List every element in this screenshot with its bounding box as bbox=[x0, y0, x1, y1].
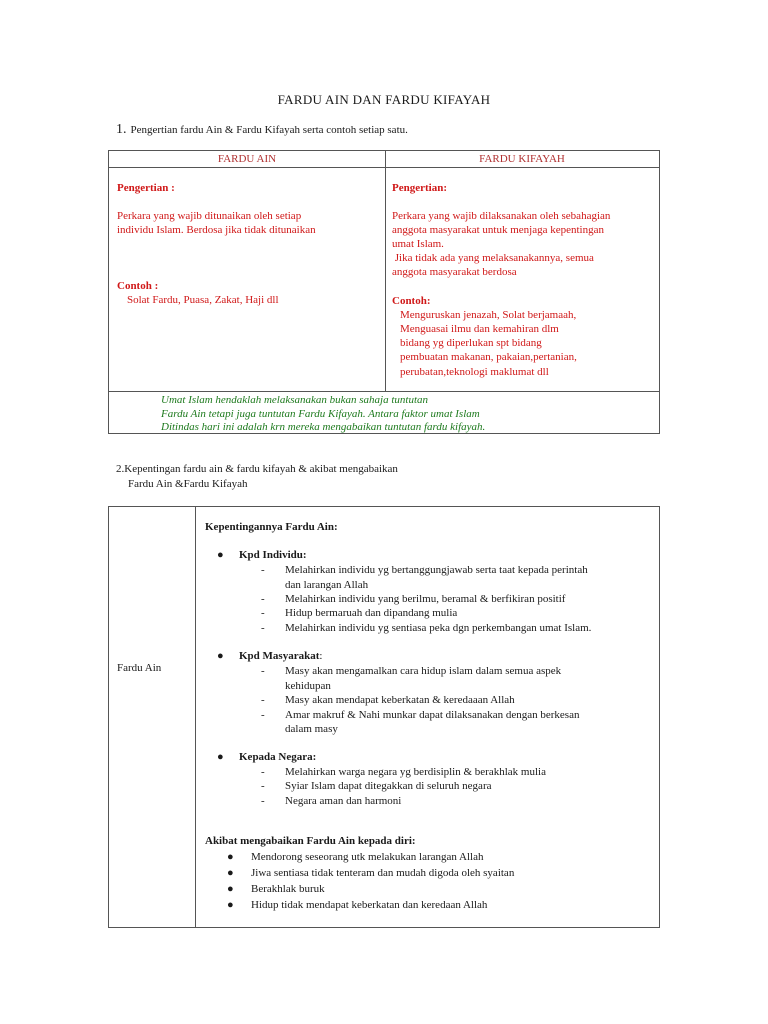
akibat-heading: Akibat mengabaikan Fardu Ain kepada diri: bbox=[205, 835, 416, 847]
negara-line-2: Syiar Islam dapat ditegakkan di seluruh negara bbox=[285, 780, 492, 792]
right-contoh-label: Contoh: bbox=[392, 295, 431, 307]
section-1-number: 1. bbox=[116, 122, 127, 137]
right-pengertian-line-4: Jika tidak ada yang melaksanakannya, semua bbox=[392, 252, 594, 264]
comparison-table bbox=[108, 150, 660, 434]
masyarakat-line-2: Masy akan mendapat keberkatan & keredaaan Allah bbox=[285, 694, 515, 706]
section-2-line-1: 2.Kepentingan fardu ain & fardu kifayah & akibat mengabaikan bbox=[116, 463, 398, 475]
masyarakat-line-1: Masy akan mengamalkan cara hidup islam dalam semua aspek bbox=[285, 665, 562, 677]
bullet-icon: ● bbox=[227, 883, 234, 895]
right-pengertian-line-5: anggota masyarakat berdosa bbox=[392, 266, 517, 278]
negara-line-1: Melahirkan warga negara yg berdisiplin & berakhlak mulia bbox=[285, 766, 546, 778]
note-line-2: Fardu Ain tetapi juga tuntutan Fardu Kifayah. Antara faktor umat Islam bbox=[161, 408, 480, 420]
note-line-3: Ditindas hari ini adalah krn mereka mengabaikan tuntutan fardu kifayah. bbox=[161, 421, 486, 433]
right-contoh-line-4: pembuatan makanan, pakaian,pertanian, bbox=[400, 351, 577, 363]
dash-icon: - bbox=[261, 564, 265, 576]
right-contoh-line-5: perubatan,teknologi maklumat dll bbox=[400, 366, 549, 378]
header-fardu-kifayah: FARDU KIFAYAH bbox=[479, 153, 565, 165]
akibat-item-3: Berakhlak buruk bbox=[251, 883, 325, 895]
dash-icon: - bbox=[261, 607, 265, 619]
section-2-line-2: Fardu Ain &Fardu Kifayah bbox=[128, 478, 248, 490]
bullet-icon: ● bbox=[227, 851, 234, 863]
page-title: FARDU AIN DAN FARDU KIFAYAH bbox=[277, 92, 491, 107]
section-1-heading bbox=[116, 122, 408, 138]
individu-line-2: Melahirkan individu yang berilmu, beramal & berfikiran positif bbox=[285, 593, 566, 605]
masyarakat-line-1b: kehidupan bbox=[285, 680, 331, 692]
right-contoh-line-1: Menguruskan jenazah, Solat berjamaah, bbox=[400, 309, 577, 321]
right-pengertian-line-2: anggota masyarakat untuk menjaga kepentingan bbox=[392, 224, 604, 236]
dash-icon: - bbox=[261, 694, 265, 706]
akibat-item-4: Hidup tidak mendapat keberkatan dan keredaan Allah bbox=[251, 899, 488, 911]
dash-icon: - bbox=[261, 709, 265, 721]
dash-icon: - bbox=[261, 593, 265, 605]
individu-line-4: Melahirkan individu yg sentiasa peka dgn perkembangan umat Islam. bbox=[285, 622, 592, 634]
left-pengertian-line-2: individu Islam. Berdosa jika tidak ditunaikan bbox=[117, 224, 316, 236]
group-individu-title: Kpd Individu: bbox=[239, 549, 307, 561]
dash-icon: - bbox=[261, 780, 265, 792]
bullet-icon: ● bbox=[217, 549, 224, 561]
individu-line-1: Melahirkan individu yg bertanggungjawab serta taat kepada perintah bbox=[285, 564, 588, 576]
column-divider bbox=[195, 507, 196, 927]
individu-line-1b: dan larangan Allah bbox=[285, 579, 369, 591]
group-negara-title: Kepada Negara: bbox=[239, 751, 317, 763]
individu-line-3: Hidup bermaruah dan dipandang mulia bbox=[285, 607, 458, 619]
right-pengertian-line-3: umat Islam. bbox=[392, 238, 444, 250]
right-contoh-line-3: bidang yg diperlukan spt bidang bbox=[400, 337, 542, 349]
dash-icon: - bbox=[261, 766, 265, 778]
left-contoh-label: Contoh : bbox=[117, 280, 159, 292]
bullet-icon: ● bbox=[227, 867, 234, 879]
left-pengertian-line-1: Perkara yang wajib ditunaikan oleh setiap bbox=[117, 210, 302, 222]
right-contoh-line-2: Menguasai ilmu dan kemahiran dlm bbox=[400, 323, 559, 335]
left-contoh-text: Solat Fardu, Puasa, Zakat, Haji dll bbox=[127, 294, 279, 306]
dash-icon: - bbox=[261, 665, 265, 677]
bullet-icon: ● bbox=[217, 751, 224, 763]
section-1-text: Pengertian fardu Ain & Fardu Kifayah serta contoh setiap satu. bbox=[130, 124, 408, 136]
right-pengertian-line-1: Perkara yang wajib dilaksanakan oleh sebahagian bbox=[392, 210, 611, 222]
right-pengertian-label: Pengertian: bbox=[392, 182, 447, 194]
masyarakat-line-3b: dalam masy bbox=[285, 723, 338, 735]
akibat-item-1: Mendorong seseorang utk melakukan larangan Allah bbox=[251, 851, 484, 863]
masyarakat-line-3: Amar makruf & Nahi munkar dapat dilaksanakan dengan berkesan bbox=[285, 709, 580, 721]
note-divider bbox=[109, 391, 659, 392]
header-fardu-ain: FARDU AIN bbox=[217, 153, 277, 165]
group-masyarakat-title: Kpd Masyarakat: bbox=[239, 650, 323, 662]
importance-heading: Kepentingannya Fardu Ain: bbox=[205, 521, 338, 533]
left-pengertian-label: Pengertian : bbox=[117, 182, 175, 194]
note-line-1: Umat Islam hendaklah melaksanakan bukan sahaja tuntutan bbox=[161, 394, 429, 406]
bullet-icon: ● bbox=[227, 899, 234, 911]
negara-line-3: Negara aman dan harmoni bbox=[285, 795, 402, 807]
dash-icon: - bbox=[261, 622, 265, 634]
dash-icon: - bbox=[261, 795, 265, 807]
column-divider bbox=[385, 151, 386, 391]
importance-table bbox=[108, 506, 660, 928]
akibat-item-2: Jiwa sentiasa tidak tenteram dan mudah digoda oleh syaitan bbox=[251, 867, 515, 879]
header-divider bbox=[109, 167, 659, 168]
section-2-heading bbox=[116, 462, 398, 492]
row-label-fardu-ain: Fardu Ain bbox=[117, 662, 162, 674]
bullet-icon: ● bbox=[217, 650, 224, 662]
